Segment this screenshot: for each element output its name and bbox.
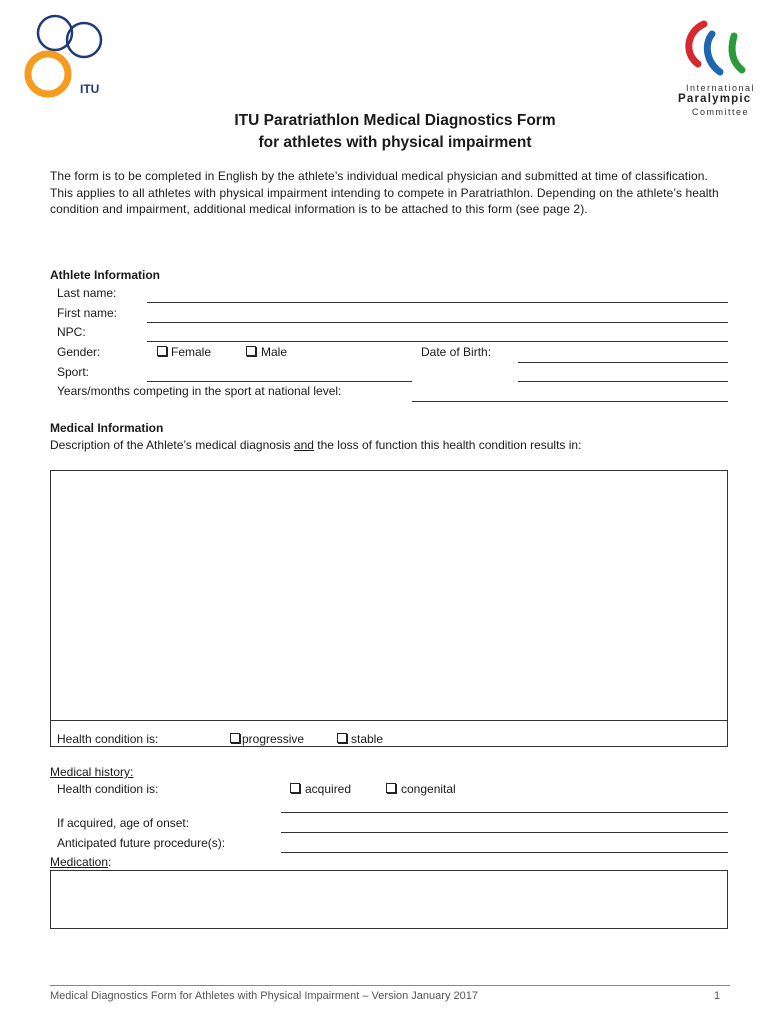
date-of-birth-field-extra[interactable] <box>518 381 728 382</box>
female-checkbox[interactable] <box>157 346 167 356</box>
health-condition-label: Health condition is: <box>57 732 159 746</box>
medical-info-heading: Medical Information <box>50 421 164 435</box>
male-checkbox[interactable] <box>246 346 256 356</box>
history-condition-label: Health condition is: <box>57 782 159 796</box>
medication-textarea[interactable] <box>50 870 728 929</box>
form-title <box>0 110 770 154</box>
progressive-checkbox[interactable] <box>230 733 240 743</box>
diagnosis-desc-pre: Description of the Athlete’s medical diagnosis <box>50 438 294 452</box>
stable-label: stable <box>351 732 384 746</box>
last-name-label: Last name: <box>57 286 117 300</box>
ipc-name-line3: Committee <box>692 107 750 117</box>
age-onset-field[interactable] <box>281 832 728 833</box>
age-onset-label: If acquired, age of onset: <box>57 816 190 830</box>
medication-label <box>50 855 111 869</box>
npc-field[interactable] <box>147 341 728 342</box>
last-name-field[interactable] <box>147 302 728 303</box>
date-of-birth-label: Date of Birth: <box>421 345 492 359</box>
medication-colon: : <box>108 855 112 869</box>
diagnosis-textarea[interactable] <box>51 471 727 720</box>
future-procedures-label: Anticipated future procedure(s): <box>57 836 226 850</box>
ipc-name-line1: International <box>686 83 756 93</box>
first-name-field[interactable] <box>147 322 728 323</box>
progressive-label: progressive <box>242 732 305 746</box>
ipc-name-line2: Paralympic <box>678 93 752 105</box>
diagnosis-box-divider <box>51 720 727 721</box>
female-label: Female <box>171 345 212 359</box>
years-competing-field[interactable] <box>412 401 728 402</box>
diagnosis-desc-and: and <box>293 438 314 452</box>
gender-label: Gender: <box>57 345 101 359</box>
medical-history-heading: Medical history: <box>50 765 134 779</box>
form-title-line1: ITU Paratriathlon Medical Diagnostics Form <box>234 112 556 129</box>
footer-text: Medical Diagnostics Form for Athletes with Physical Impairment – Version January 2017 <box>50 990 478 1002</box>
intro-paragraph-2: This applies to all athletes with physical impairment intending to compete in Paratriathlon. Depending on the athlete’s health condition and impairment, additional medical information is to be attached to this form (see page 2). <box>50 185 719 216</box>
acquired-label: acquired <box>305 782 352 796</box>
male-label: Male <box>261 345 288 359</box>
ipc-logo <box>668 0 770 120</box>
medication-word: Medication <box>50 855 109 869</box>
future-procedures-field[interactable] <box>281 852 728 853</box>
history-condition-field[interactable] <box>281 812 728 813</box>
npc-label: NPC: <box>57 325 86 339</box>
diagnosis-description-label <box>50 438 581 452</box>
first-name-label: First name: <box>57 306 118 320</box>
years-competing-label: Years/months competing in the sport at national level: <box>57 384 342 398</box>
date-of-birth-field[interactable] <box>518 362 728 363</box>
stable-checkbox[interactable] <box>337 733 347 743</box>
ipc-member-text <box>686 0 757 1</box>
diagnosis-box <box>50 470 728 747</box>
ipc-agitos-icon <box>676 14 756 80</box>
intro-text <box>50 168 730 218</box>
page-number: 1 <box>714 990 721 1002</box>
sport-field[interactable] <box>147 381 412 382</box>
diagnosis-desc-post: the loss of function this health condition results in: <box>313 438 582 452</box>
athlete-info-heading: Athlete Information <box>50 268 160 282</box>
congenital-label: congenital <box>401 782 456 796</box>
congenital-checkbox[interactable] <box>386 783 396 793</box>
sport-label: Sport: <box>57 365 90 379</box>
acquired-checkbox[interactable] <box>290 783 300 793</box>
itu-logo <box>22 8 112 100</box>
footer-divider <box>50 985 730 986</box>
itu-logo-text: ITU <box>80 82 100 96</box>
form-title-line2: for athletes with physical impairment <box>258 134 532 151</box>
intro-paragraph-1: The form is to be completed in English by the athlete’s individual medical physician and submitted at time of classification. <box>50 169 708 183</box>
